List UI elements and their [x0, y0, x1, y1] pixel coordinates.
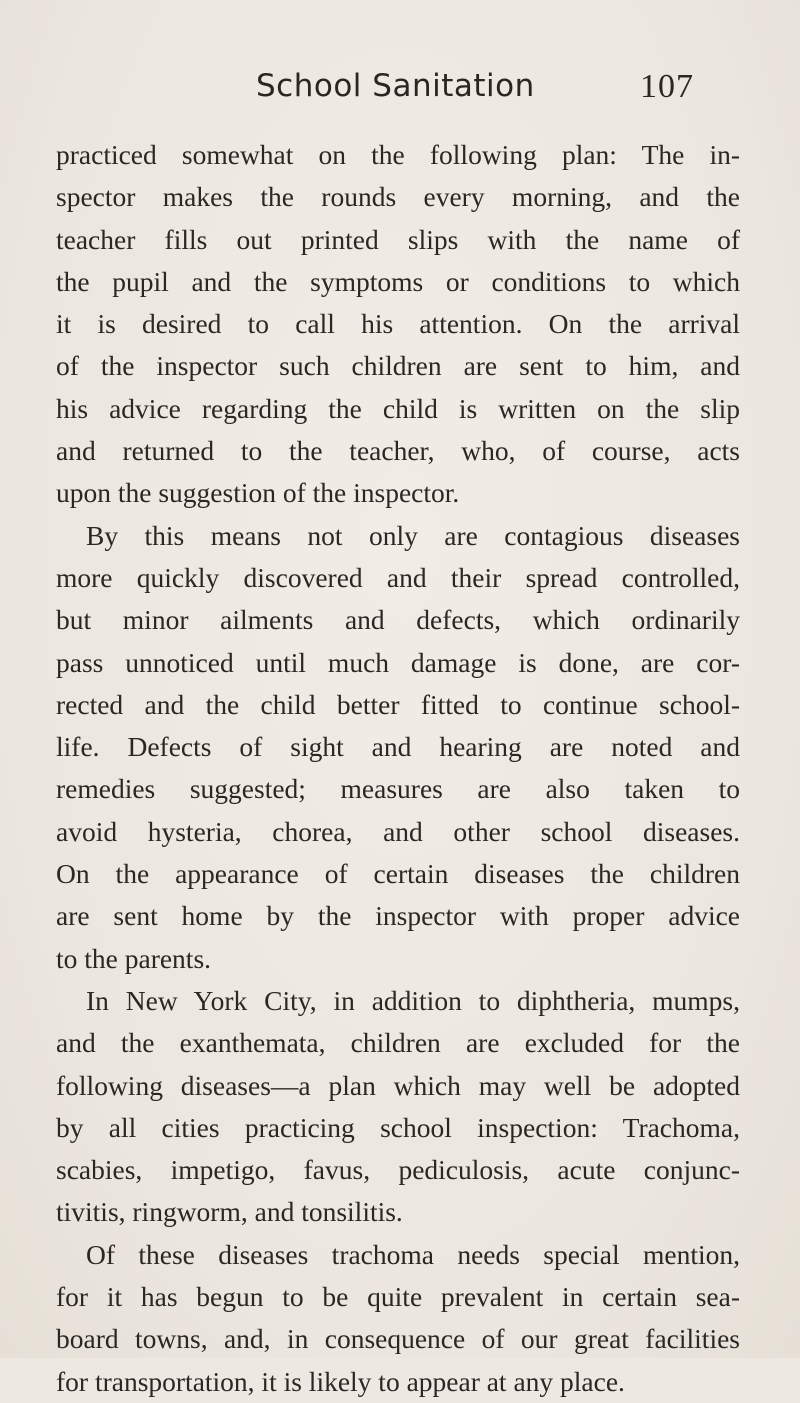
text-line: and the exanthemata, children are excluded for the: [56, 1027, 740, 1059]
text-line: but minor ailments and defects, which ordinarily: [56, 604, 740, 636]
text-line: the pupil and the symptoms or conditions to which: [56, 265, 740, 297]
text-line: following diseases—a plan which may well be adopted: [56, 1069, 740, 1101]
text-line: of the inspector such children are sent to him, and: [56, 350, 740, 382]
paragraph: [56, 515, 740, 980]
text-line: In New York City, in addition to diphtheria, mumps,: [86, 984, 740, 1016]
text-line: avoid hysteria, chorea, and other school diseases.: [56, 815, 740, 847]
text-line: for transportation, it is likely to appear at any place.: [56, 1365, 625, 1397]
page-number: 107: [640, 68, 694, 105]
text-line: scabies, impetigo, favus, pediculosis, acute conjunc-: [56, 1154, 740, 1186]
text-line: are sent home by the inspector with proper advice: [56, 900, 740, 932]
paragraph: [56, 1234, 740, 1403]
text-line: for it has begun to be quite prevalent in certain sea-: [56, 1281, 740, 1313]
text-line: teacher fills out printed slips with the name of: [56, 223, 740, 255]
text-line: life. Defects of sight and hearing are noted and: [56, 731, 740, 763]
text-line: practiced somewhat on the following plan: The in-: [56, 139, 740, 170]
text-line: tivitis, ringworm, and tonsilitis.: [56, 1196, 403, 1228]
paragraph: [56, 980, 740, 1234]
text-line: upon the suggestion of the inspector.: [56, 477, 460, 509]
body-text: [56, 134, 740, 1403]
text-line: remedies suggested; measures are also taken to: [56, 773, 740, 805]
text-line: by all cities practicing school inspection: Trachoma,: [56, 1111, 740, 1143]
text-line: it is desired to call his attention. On the arrival: [56, 308, 740, 340]
text-line: On the appearance of certain diseases the children: [56, 858, 740, 890]
text-line: rected and the child better fitted to continue school-: [56, 688, 740, 720]
text-line: his advice regarding the child is written on the slip: [56, 392, 740, 424]
text-line: pass unnoticed until much damage is done, are cor-: [56, 646, 740, 678]
running-head-title: School Sanitation: [256, 68, 535, 104]
text-line: more quickly discovered and their spread controlled,: [56, 561, 740, 593]
paragraph: [56, 134, 740, 515]
text-line: and returned to the teacher, who, of course, acts: [56, 435, 740, 467]
running-head: [0, 68, 740, 128]
text-line: to the parents.: [56, 942, 212, 974]
text-line: spector makes the rounds every morning, and the: [56, 181, 740, 213]
text-line: Of these diseases trachoma needs special mention,: [86, 1238, 740, 1270]
text-line: board towns, and, in consequence of our great facilities: [56, 1323, 740, 1355]
text-line: By this means not only are contagious diseases: [86, 519, 740, 551]
